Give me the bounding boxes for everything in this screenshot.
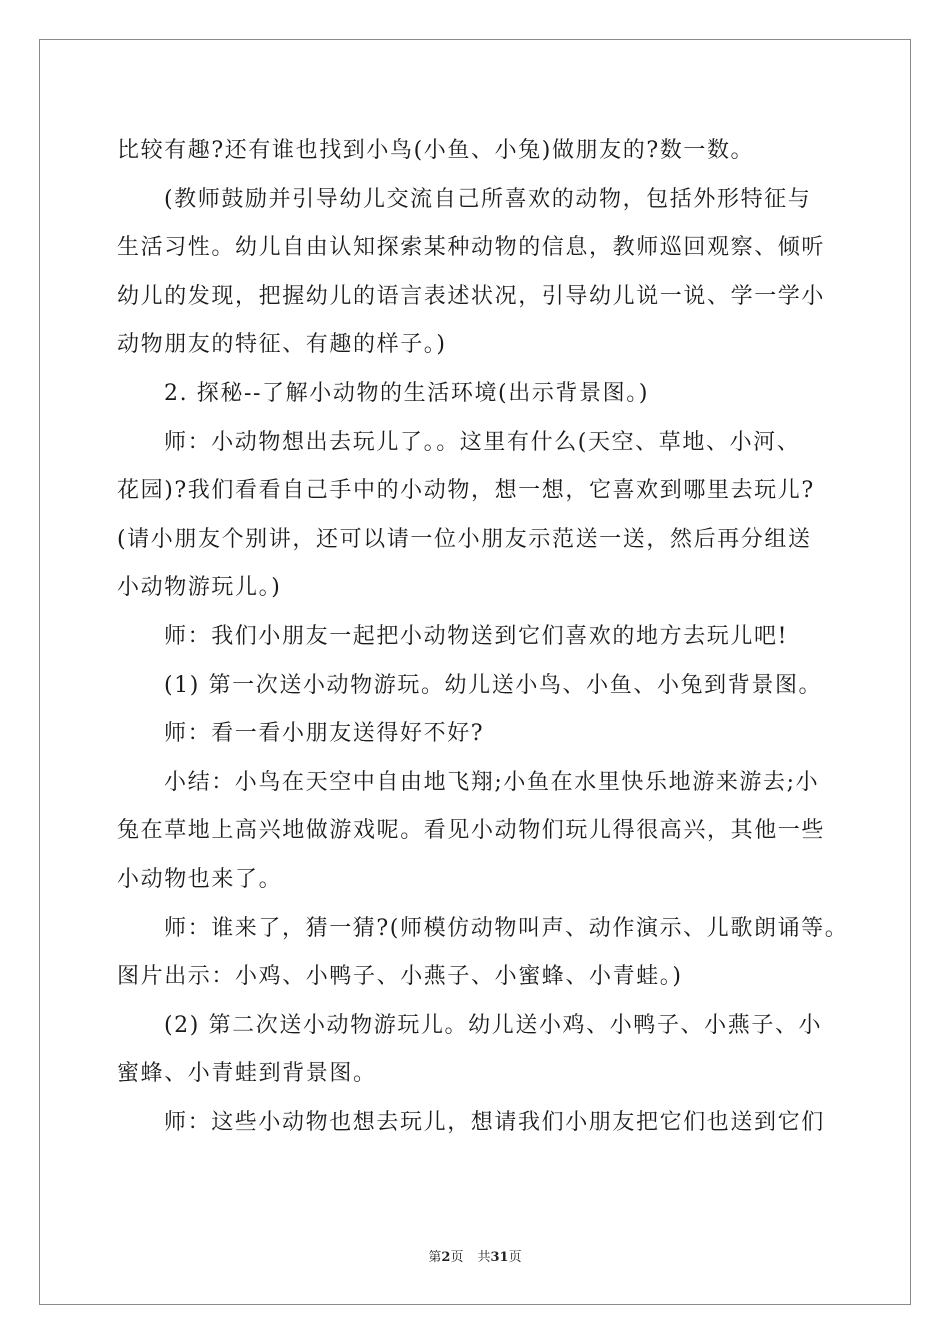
text-line: 比较有趣?还有谁也找到小鸟(小鱼、小兔)做朋友的?数一数。 — [117, 138, 755, 163]
text-line: (教师鼓励并引导幼儿交流自己所喜欢的动物，包括外形特征与 — [164, 186, 812, 212]
text-line: (2) 第二次送小动物游玩儿。幼儿送小鸡、小鸭子、小燕子、小 — [164, 1012, 823, 1038]
page-footer — [0, 1246, 950, 1265]
text-line: 动物朋友的特征、有趣的样子。) — [117, 332, 447, 358]
text-line: 图片出示：小鸡、小鸭子、小燕子、小蜜蜂、小青蛙。) — [117, 964, 683, 990]
text-line: 小结：小鸟在天空中自由地飞翔;小鱼在水里快乐地游来游去;小 — [164, 769, 820, 795]
text-line: 师：我们小朋友一起把小动物送到它们喜欢的地方去玩儿吧! — [164, 623, 789, 649]
text-line: 师：小动物想出去玩儿了。。这里有什么(天空、草地、小河、 — [164, 429, 801, 455]
text-line: (1) 第一次送小动物游玩。幼儿送小鸟、小鱼、小兔到背景图。 — [164, 672, 823, 698]
total-prefix: 共 — [477, 1250, 491, 1265]
text-line: 小动物游玩儿。) — [117, 575, 282, 601]
text-line: (请小朋友个别讲，还可以请一位小朋友示范送一送，然后再分组送 — [117, 526, 812, 552]
text-line: 师：看一看小朋友送得好不好? — [164, 721, 485, 747]
text-line: 师：谁来了，猜一猜?(师模仿动物叫声、动作演示、儿歌朗诵等。 — [164, 915, 849, 941]
text-line: 小动物也来了。 — [117, 866, 283, 892]
text-line: 花园)?我们看看自己手中的小动物，想一想，它喜欢到哪里去玩儿? — [117, 478, 815, 504]
total-suffix: 页 — [508, 1250, 522, 1265]
text-line: 幼儿的发现，把握幼儿的语言表述状况，引导幼儿说一说、学一学小 — [117, 283, 826, 309]
text-line: 2. 探秘--了解小动物的生活环境(出示背景图。) — [164, 380, 650, 406]
text-line: 师：这些小动物也想去玩儿，想请我们小朋友把它们也送到它们 — [164, 1109, 825, 1135]
text-line: 蜜蜂、小青蛙到背景图。 — [117, 1061, 377, 1087]
document-body — [117, 127, 849, 1147]
text-line: 兔在草地上高兴地做游戏呢。看见小动物们玩儿得很高兴，其他一些 — [117, 818, 826, 844]
page-suffix: 页 — [450, 1250, 464, 1265]
text-line: 生活习性。幼儿自由认知探索某种动物的信息，教师巡回观察、倾听 — [117, 235, 826, 261]
total-pages: 31 — [490, 1250, 509, 1265]
page-prefix: 第 — [428, 1250, 442, 1265]
page-number: 2 — [441, 1250, 451, 1265]
